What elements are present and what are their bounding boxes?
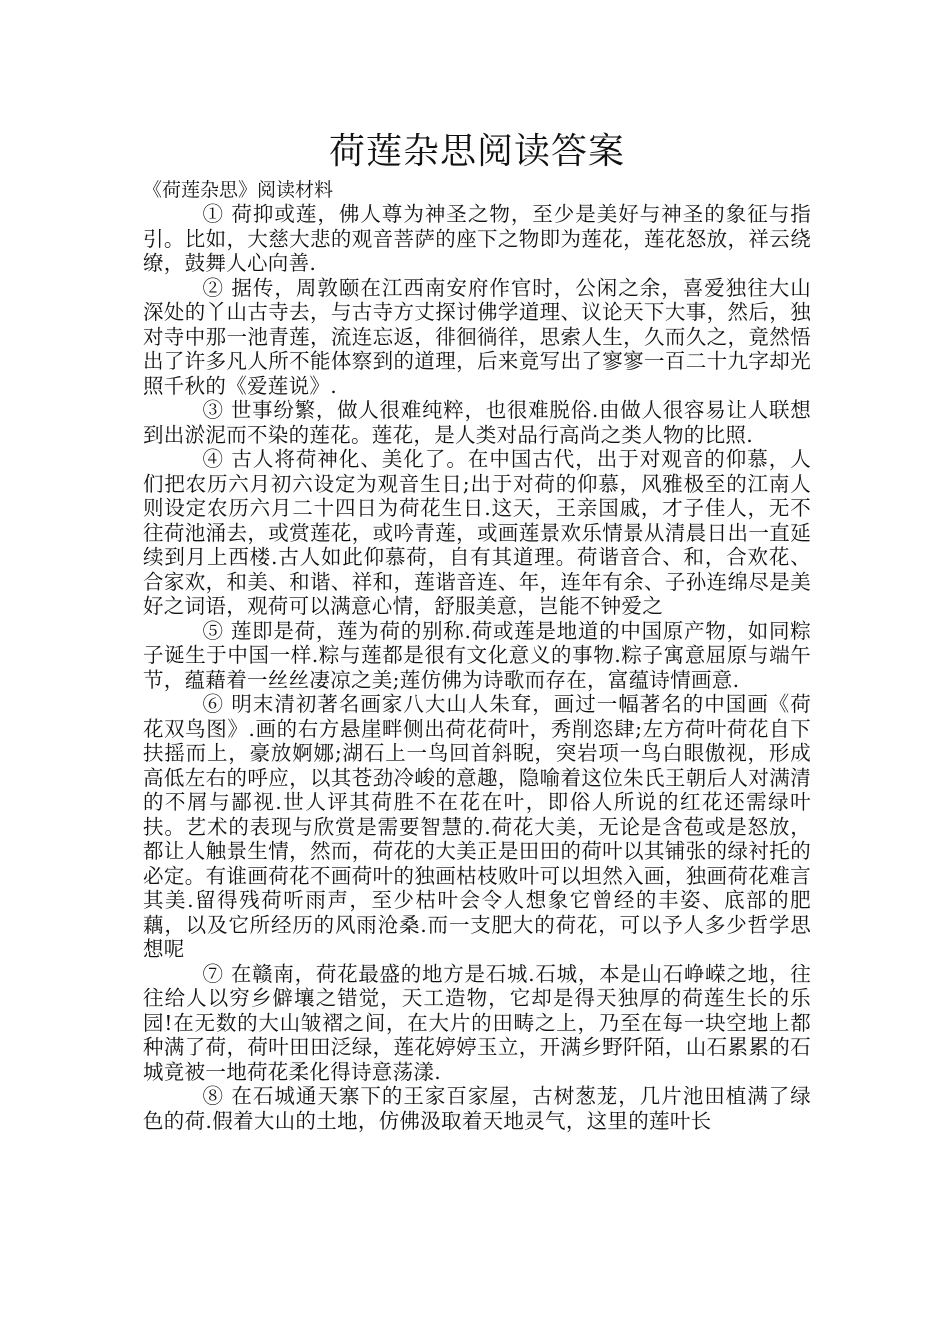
paragraph-6: ⑥ 明末清初著名画家八大山人朱耷，画过一幅著名的中国画《荷花双鸟图》.画的右方悬崖畔侧出荷花荷叶，秀削恣肆;左方荷叶荷花自下扶摇而上，豪放婀娜;湖石上一鸟回首斜睨，突岩项一鸟白眼傲视，形成高低左右的呼应，以其苍劲冷峻的意趣，隐喻着这位朱氏王朝后人对满清的不屑与鄙视.世人评其荷胜不在花在叶，即俗人所说的红花还需绿叶扶。艺术的表现与欣赏是需要智慧的.荷花大美，无论是含苞或是怒放，都让人触景生情，然而，荷花的大美正是田田的荷叶以其铺张的绿衬托的必定。有谁画荷花不画荷叶的独画枯枝败叶可以坦然入画，独画荷花难言其美.留得残荷听雨声，至少枯叶会令人想象它曾经的丰姿、底部的肥藕，以及它所经历的风雨沧桑.而一支肥大的荷花，可以予人多少哲学思想呢 bbox=[143, 692, 811, 961]
paragraph-3: ③ 世事纷繁，做人很难纯粹，也很难脱俗.由做人很容易让人联想到出淤泥而不染的莲花。莲花，是人类对品行高尚之类人物的比照. bbox=[143, 398, 811, 447]
paragraph-7: ⑦ 在赣南，荷花最盛的地方是石城.石城，本是山石峥嵘之地，往往给人以穷乡僻壤之错觉，天工造物，它却是得天独厚的荷莲生长的乐园!在无数的大山皱褶之间，在大片的田畴之上，乃至在每一块空地上都种满了荷，荷叶田田泛绿，莲花婷婷玉立，开满乡野阡陌，山石累累的石城竟被一地荷花柔化得诗意荡漾. bbox=[143, 961, 811, 1084]
paragraph-8: ⑧ 在石城通天寨下的王家百家屋，古树葱茏，几片池田植满了绿色的荷.假着大山的土地，仿佛汲取着天地灵气，这里的莲叶长 bbox=[143, 1084, 811, 1133]
paragraph-5: ⑤ 莲即是荷，莲为荷的别称.荷或莲是地道的中国原产物，如同粽子诞生于中国一样.粽与莲都是很有文化意义的事物.粽子寓意屈原与端午节，蕴藉着一丝丝凄凉之美;莲仿佛为诗歌而存在，富蕴诗情画意. bbox=[143, 618, 811, 692]
paragraph-1: ① 荷抑或莲，佛人尊为神圣之物，至少是美好与神圣的象征与指引。比如，大慈大悲的观音菩萨的座下之物即为莲花，莲花怒放，祥云绕缭，鼓舞人心向善. bbox=[143, 202, 811, 275]
paragraph-4: ④ 古人将荷神化、美化了。在中国古代，出于对观音的仰慕，人们把农历六月初六设定为观音生日;出于对荷的仰慕，风雅极至的江南人则设定农历六月二十四日为荷花生日.这天，王亲国戚，才子佳人，无不往荷池涌去，或赏莲花，或吟青莲，或画莲景欢乐情景从清晨日出一直延续到月上西楼.古人如此仰慕荷，自有其道理。荷谐音合、和，合欢花、合家欢，和美、和谐、祥和，莲谐音连、年，连年有余、子孙连绵尽是美好之词语，观荷可以满意心情，舒服美意，岂能不钟爱之 bbox=[143, 447, 811, 618]
document-page bbox=[143, 128, 811, 1133]
document-subtitle: 《荷莲杂思》阅读材料 bbox=[143, 179, 334, 201]
paragraph-2: ② 据传，周敦颐在江西南安府作官时，公闲之余，喜爱独往大山深处的丫山古寺去，与古寺方丈探讨佛学道理、议论天下大事，然后，独对寺中那一池青莲，流连忘返，徘徊徜徉，思索人生，久而久之，竟然悟出了许多凡人所不能体察到的道理，后来竟写出了寥寥一百二十九字却光照千秋的《爱莲说》. bbox=[143, 275, 811, 398]
document-title: 荷莲杂思阅读答案 bbox=[328, 131, 625, 172]
